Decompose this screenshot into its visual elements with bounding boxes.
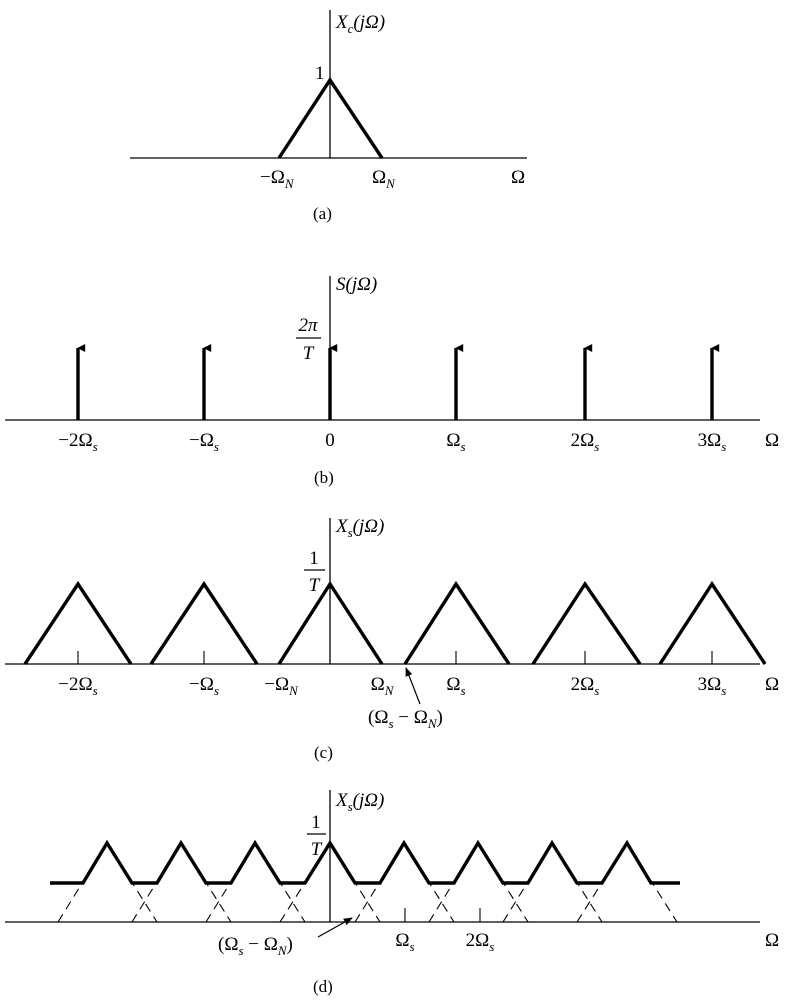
panel-b-ylabel: S(jΩ) bbox=[336, 274, 378, 295]
panel-b-caption: (b) bbox=[314, 468, 334, 487]
panel-c-tick-label: $3\Omega_s$ bbox=[697, 674, 727, 698]
panel-c-spectrum-replica bbox=[405, 584, 509, 664]
panel-c-tick-label: $2\Omega_s$ bbox=[570, 674, 600, 698]
panel-d-tick-label: $\Omega_s$ bbox=[395, 930, 415, 954]
panel-c-caption: (c) bbox=[314, 743, 333, 762]
panel-b-tick-label: $-2\Omega_s$ bbox=[58, 430, 98, 454]
panel-c-annotation: $(\Omega_s - \Omega_N)$ bbox=[368, 707, 443, 731]
panel-a-tick-neg-omega-n: $-\Omega_N$ bbox=[260, 167, 294, 191]
panel-d-amp-denominator: T bbox=[310, 839, 322, 860]
panel-c bbox=[5, 516, 779, 762]
panel-a-axis-label: Ω bbox=[511, 167, 526, 188]
panel-c-tick-label: $\Omega_s$ bbox=[446, 674, 466, 698]
panel-c-amp-denominator: T bbox=[308, 575, 320, 596]
panel-c-spectrum-replica bbox=[533, 584, 640, 664]
panel-c-tick-label: $-\Omega_N$ bbox=[264, 674, 298, 698]
panel-a-caption: (a) bbox=[313, 204, 332, 223]
panel-c-axis-label: Ω bbox=[765, 674, 780, 695]
panel-d-ylabel: $X_s(j\Omega)$ bbox=[336, 790, 385, 814]
panel-c-tick-label: $-\Omega_s$ bbox=[189, 674, 219, 698]
panel-d-tick-label: $2\Omega_s$ bbox=[465, 930, 495, 954]
panel-a bbox=[130, 10, 527, 223]
panel-b-tick-label: $\Omega_s$ bbox=[446, 430, 466, 454]
panel-d-annotation: $(\Omega_s - \Omega_N)$ bbox=[218, 934, 293, 958]
panel-a-ylabel: $X_c(j\Omega)$ bbox=[336, 12, 386, 36]
panel-c-ylabel: $X_s(j\Omega)$ bbox=[336, 516, 385, 540]
panel-b-amp-denominator: T bbox=[302, 343, 314, 364]
panel-d-aliased-spectrum bbox=[50, 843, 680, 883]
panel-b-axis-label: Ω bbox=[765, 430, 780, 451]
panel-b-tick-label: $-\Omega_s$ bbox=[189, 430, 219, 454]
panel-d bbox=[5, 790, 779, 996]
panel-c-annotation-arrow bbox=[406, 668, 420, 704]
panel-d-annotation-arrow bbox=[318, 918, 352, 937]
panel-a-tick-omega-n: $\Omega_N$ bbox=[372, 167, 395, 191]
panel-b-tick-label: 0 bbox=[325, 430, 335, 451]
panel-c-amp-numerator: 1 bbox=[309, 548, 319, 569]
panel-a-peak-label: 1 bbox=[315, 63, 325, 84]
panel-b-tick-label: $2\Omega_s$ bbox=[570, 430, 600, 454]
panel-b-tick-label: $3\Omega_s$ bbox=[697, 430, 727, 454]
panel-c-tick-label: $\Omega_N$ bbox=[370, 674, 394, 698]
panel-b-amp-numerator: 2π bbox=[298, 315, 318, 336]
panel-c-tick-label: $-2\Omega_s$ bbox=[58, 674, 98, 698]
panel-b bbox=[5, 274, 779, 487]
panel-d-axis-label: Ω bbox=[765, 930, 780, 951]
panel-d-caption: (d) bbox=[313, 977, 333, 996]
panel-d-amp-numerator: 1 bbox=[311, 812, 321, 833]
